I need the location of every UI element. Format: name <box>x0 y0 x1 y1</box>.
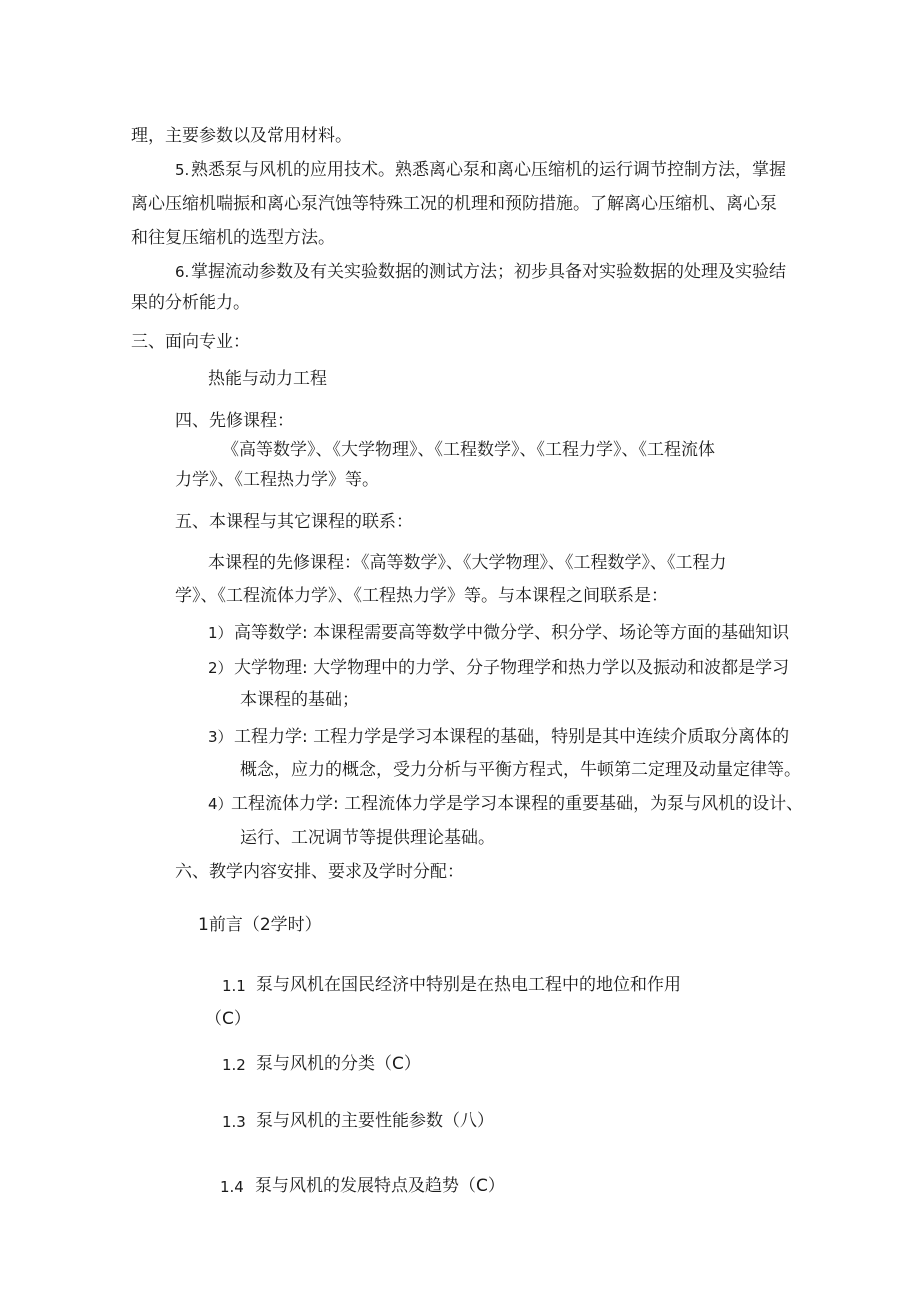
item-3-line-1: 工程力学: 工程力学是学习本课程的基础，特别是其中连续介质取分离体的 <box>234 727 790 747</box>
item-1-1-text: 泵与风机在国民经济中特别是在热电工程中的地位和作用 <box>256 975 681 995</box>
goal-4-tail: 理，主要参数以及常用材料。 <box>131 126 352 146</box>
section-4-line-2: 力学》、《工程热力学》等。 <box>175 470 379 490</box>
section-4-line-1: 《高等数学》、《大学物理》、《工程数学》、《工程力学》、《工程流体 <box>222 440 715 460</box>
chapter-1-title: 1前言（2学时） <box>198 915 322 935</box>
section-5-intro-1: 本课程的先修课程：《高等数学》、《大学物理》、《工程数学》、《工程力 <box>208 553 727 573</box>
item-4-line-1: 工程流体力学: 工程流体力学是学习本课程的重要基础，为泵与风机的设计、 <box>231 794 804 814</box>
item-1-2-text: 泵与风机的分类（C） <box>256 1054 421 1074</box>
item-1-3-text: 泵与风机的主要性能参数（八） <box>256 1111 494 1131</box>
section-5-intro-2: 学》、《工程流体力学》、《工程热力学》等。与本课程之间联系是： <box>175 586 668 606</box>
item-2-line-2: 本课程的基础； <box>240 690 359 710</box>
item-1-number: 1） <box>208 624 233 642</box>
section-3-heading: 三、面向专业： <box>131 332 250 352</box>
goal-5-line-3: 和往复压缩机的选型方法。 <box>131 228 335 248</box>
item-4-number: 4） <box>208 795 233 813</box>
item-1-4-text: 泵与风机的发展特点及趋势（C） <box>255 1176 505 1196</box>
section-6-heading: 六、教学内容安排、要求及学时分配： <box>175 862 464 882</box>
item-1-2-number: 1.2 <box>222 1056 246 1074</box>
goal-5-line-2: 离心压缩机喘振和离心泵汽蚀等特殊工况的机理和预防措施。了解离心压缩机、离心泵 <box>131 194 777 214</box>
item-3-number: 3） <box>208 728 233 746</box>
section-3-body: 热能与动力工程 <box>208 369 327 389</box>
item-3-line-2: 概念，应力的概念，受力分析与平衡方程式，牛顿第二定理及动量定律等。 <box>240 760 801 780</box>
item-1-3-number: 1.3 <box>222 1113 246 1131</box>
item-2-number: 2） <box>208 659 233 677</box>
goal-5-line-1: 熟悉泵与风机的应用技术。熟悉离心泵和离心压缩机的运行调节控制方法，掌握 <box>191 160 786 180</box>
section-4-heading: 四、先修课程： <box>175 411 294 431</box>
item-1-1-continuation: （C） <box>205 1009 251 1029</box>
item-1-4-number: 1.4 <box>220 1178 244 1196</box>
section-5-heading: 五、本课程与其它课程的联系： <box>175 512 413 532</box>
goal-5-number: 5. <box>175 161 190 179</box>
goal-6-number: 6. <box>175 263 190 281</box>
item-1-line-1: 高等数学: 本课程需要高等数学中微分学、积分学、场论等方面的基础知识 <box>234 623 790 643</box>
item-1-1-number: 1.1 <box>222 977 246 995</box>
item-2-line-1: 大学物理: 大学物理中的力学、分子物理学和热力学以及振动和波都是学习 <box>234 658 790 678</box>
goal-6-line-2: 果的分析能力。 <box>131 293 250 313</box>
item-4-line-2: 运行、工况调节等提供理论基础。 <box>240 828 495 848</box>
goal-6-line-1: 掌握流动参数及有关实验数据的测试方法；初步具备对实验数据的处理及实验结 <box>191 262 786 282</box>
